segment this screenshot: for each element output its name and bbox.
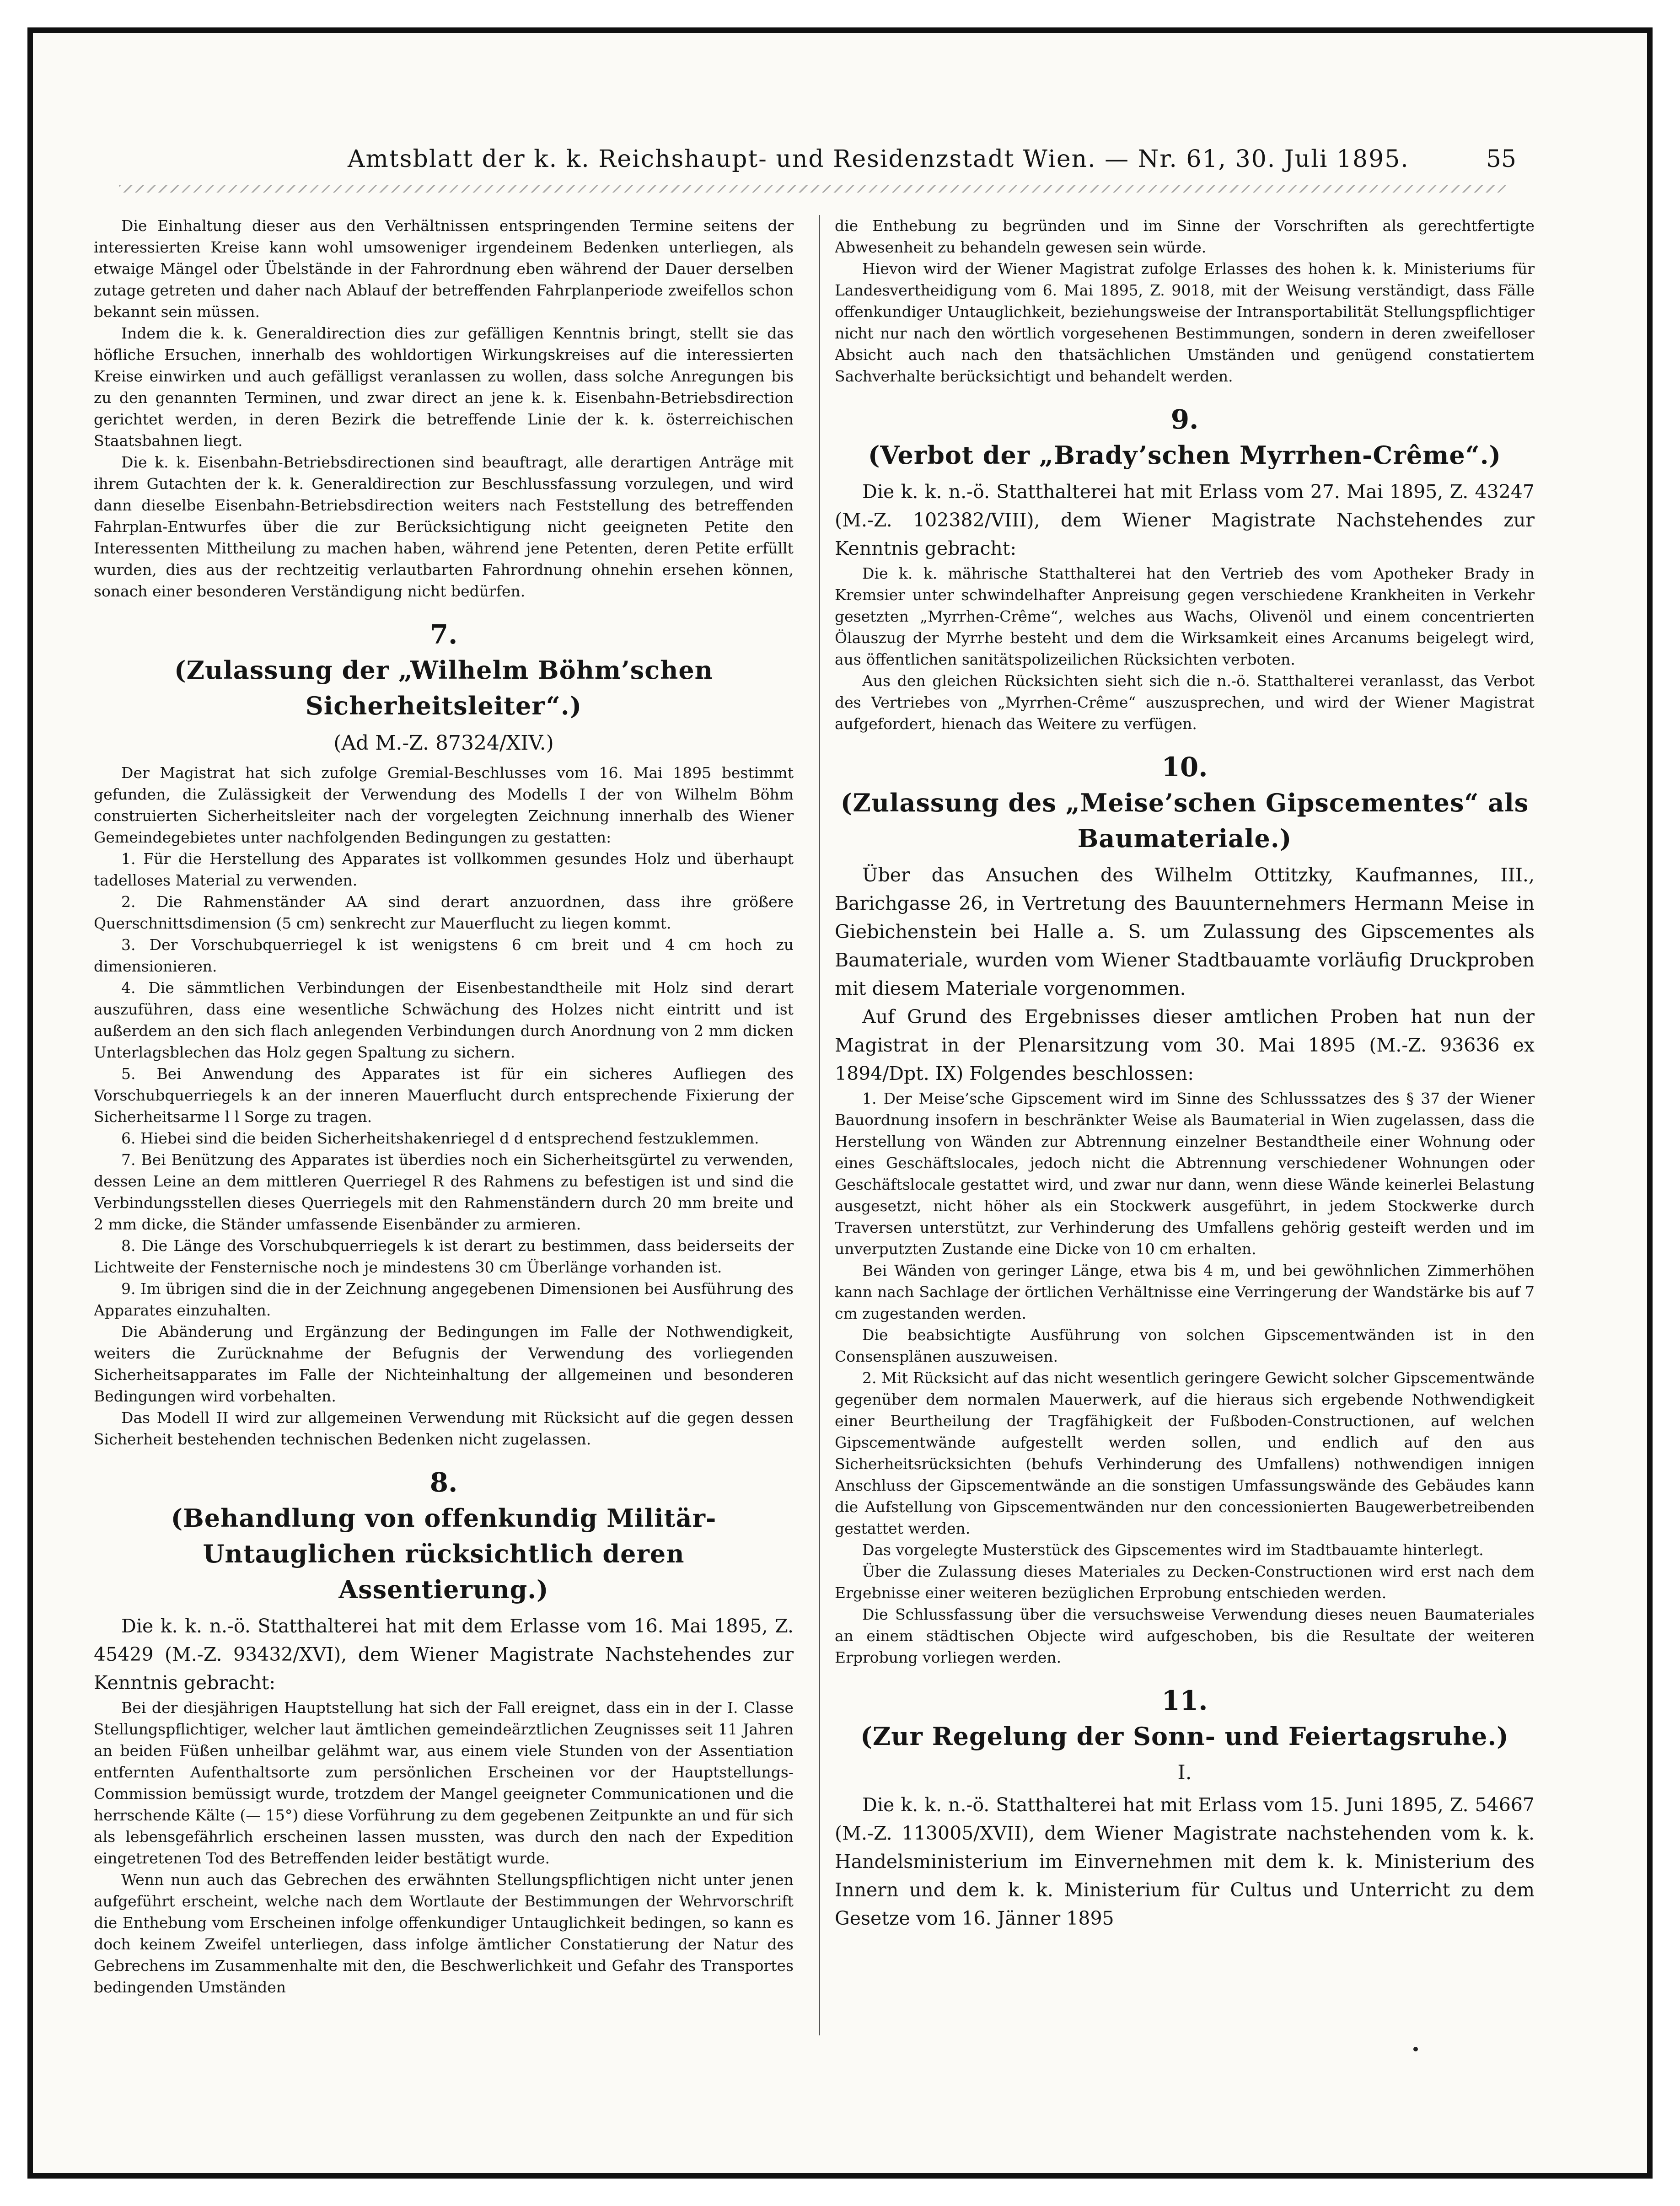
- printer-mark: [1413, 2047, 1418, 2051]
- paragraph: 2. Die Rahmenständer AA sind derart anzuordnen, dass ihre größere Querschnittsdimension (5 cm) senkrecht zur Mauerflucht zu liegen kommt.: [94, 893, 794, 932]
- paragraph: Indem die k. k. Generaldirection dies zur gefälligen Kenntnis bringt, stellt sie das höfliche Ersuchen, innerhalb des wohldortigen Wirkungskreises auf die interessierten Kreise einwirken und auch gefälligst veranlassen zu wollen, dass solche Anregungen bis zu den genannten Terminen, und zwar direct an jene k. k. Eisenbahn-Betriebsdirection gerichtet werden, in deren Bezirk die betreffende Linie der k. k. österreichischen Staatsbahnen liegt.: [94, 324, 794, 450]
- section-heading: (Zulassung der „Wilhelm Böhm’schen Sicherheitsleiter“.): [174, 655, 713, 720]
- lead-paragraph: Über das Ansuchen des Wilhelm Ottitzky, Kaufmannes, III., Barichgasse 26, in Vertretung des Bauunternehmers Hermann Meise in Giebichenstein bei Halle a. S. um Zulassung des Gipscementes als Baumateriale, wurden vom Wiener Stadtbauamte vorläufig Druckproben mit diesem Materiale vorgenommen.: [835, 864, 1535, 999]
- section-number: 10.: [1161, 751, 1208, 783]
- paragraph: Das vorgelegte Musterstück des Gipscementes wird im Stadtbauamte hinterlegt.: [862, 1541, 1484, 1559]
- section-heading: (Zulassung des „Meise’schen Gipscementes“ als Baumateriale.): [840, 788, 1529, 853]
- paragraph: Der Magistrat hat sich zufolge Gremial-Beschlusses vom 16. Mai 1895 bestimmt gefunden, die Zulässigkeit der Verwendung des Modells I der von Wilhelm Böhm construierten Sicherheitsleiter nach der vorgelegten Zeichnung innerhalb des Wiener Gemeindegebietes unter nachfolgenden Bedingungen zu gestatten:: [94, 764, 794, 846]
- paragraph: 5. Bei Anwendung des Apparates ist für ein sicheres Aufliegen des Vorschubquerriegels k an der inneren Mauerflucht durch entsprechende Fixierung der Sicherheitsarme l l Sorge zu tragen.: [94, 1065, 794, 1126]
- lead-paragraph: Die k. k. n.-ö. Statthalterei hat mit Erlass vom 27. Mai 1895, Z. 43247 (M.-Z. 102382/VIII), dem Wiener Magistrate Nachstehendes zur Kenntnis gebracht:: [835, 481, 1535, 559]
- subsection-number: I.: [1177, 1761, 1192, 1784]
- lead-paragraph: Die k. k. n.-ö. Statthalterei hat mit dem Erlasse vom 16. Mai 1895, Z. 45429 (M.-Z. 93432/XVI), dem Wiener Magistrate Nachstehendes zur Kenntnis gebracht:: [94, 1615, 794, 1694]
- paragraph: 1. Der Meise’sche Gipscement wird im Sinne des Schlusssatzes des § 37 der Wiener Bauordnung insofern in beschränkter Weise als Baumaterial in Wien zugelassen, dass die Herstellung von Wänden zur Abtrennung einzelner Bestandtheile einer Wohnung oder eines Geschäftslocales, jedoch nicht die Abtrennung verschiedener Wohnungen oder Geschäftslocale gestattet wird, und zwar nur dann, wenn diese Wände keinerlei Belastung ausgesetzt, nicht höher als ein Stockwerk ausgeführt, in jedem Stockwerke durch Traversen unterstützt, zur Verhinderung des Umfallens gehörig gesteift werden und im unverputzten Zustande eine Dicke von 10 cm erhalten.: [835, 1090, 1535, 1258]
- section-number: 9.: [1170, 404, 1199, 435]
- right-column: [835, 215, 1535, 2045]
- section-number: 8.: [429, 1467, 458, 1498]
- paragraph: Bei der diesjährigen Hauptstellung hat sich der Fall ereignet, dass ein in der I. Classe Stellungspflichtiger, welcher laut ämtlichen gemeindeärztlichen Zeugnisses seit 11 Jahren an beiden Füßen unheilbar gelähmt war, aus einem viele Stunden von der Assentiation entfernten Aufenthaltsorte zum persönlichen Erscheinen vor der Hauptstellungs-Commission bemüssigt wurde, trotzdem der Mangel geeigneter Communicationen und die herrschende Kälte (— 15°) diese Vorführung zu dem gegebenen Zeitpunkte an und für sich als lebensgefährlich erscheinen lassen mussten, was durch den nach der Expedition eingetretenen Tod des Betreffenden leider bestätigt wurde.: [94, 1699, 794, 1867]
- section-heading: (Zur Regelung der Sonn- und Feiertagsruhe.): [860, 1722, 1509, 1751]
- header-title: Amtsblatt der k. k. Reichshaupt- und Residenzstadt Wien. — Nr. 61, 30. Juli 1895.: [348, 145, 1409, 173]
- paragraph: Die k. k. Eisenbahn-Betriebsdirectionen sind beauftragt, alle derartigen Anträge mit ihrem Gutachten der k. k. Generaldirection zur Beschlussfassung vorzulegen, und wird dann dieselbe Eisenbahn-Betriebsdirection weiters nach Feststellung des betreffenden Fahrplan-Entwurfes über die zur Berücksichtigung nicht geeigneten Petite den Interessenten Mittheilung zu machen haben, während jene Petenten, deren Petite erfüllt wurden, dies aus der rechtzeitig verlautbarten Fahrordnung ohnehin ersehen können, sonach einer besonderen Verständigung nicht bedürfen.: [94, 453, 794, 600]
- section-number: 11.: [1161, 1685, 1208, 1716]
- section-reference: (Ad M.-Z. 87324/XIV.): [333, 731, 554, 755]
- paragraph: 3. Der Vorschubquerriegel k ist wenigstens 6 cm breit und 4 cm hoch zu dimensionieren.: [94, 936, 794, 975]
- paragraph: Das Modell II wird zur allgemeinen Verwendung mit Rücksicht auf die gegen dessen Sicherheit bestehenden technischen Bedenken nicht zugelassen.: [94, 1409, 794, 1448]
- paragraph: 7. Bei Benützung des Apparates ist überdies noch ein Sicherheitsgürtel zu verwenden, dessen Leine an dem mittleren Querriegel R des Rahmens zu befestigen ist und sind die Verbindungsstellen dieses Querriegels mit den Rahmenständern durch 20 mm breite und 2 mm dicke, die Ständer umfassende Eisenbänder zu armieren.: [94, 1151, 794, 1233]
- paragraph: Die k. k. mährische Statthalterei hat den Vertrieb des vom Apotheker Brady in Kremsier unter schwindelhafter Anpreisung gegen verschiedene Krankheiten in Verkehr gesetzten „Myrrhen-Crême“, welches aus Wachs, Olivenöl und einem concentrierten Ölauszug der Myrrhe besteht und dem die Wirksamkeit eines Arcanums beigelegt wird, aus öffentlichen sanitätspolizeilichen Rücksichten verboten.: [835, 564, 1535, 668]
- paragraph: 8. Die Länge des Vorschubquerriegels k ist derart zu bestimmen, dass beiderseits der Lichtweite der Fensternische noch je mindestens 30 cm Überlänge vorhanden ist.: [94, 1237, 794, 1276]
- paragraph: die Enthebung zu begründen und im Sinne der Vorschriften als gerechtfertigte Abwesenheit zu behandeln gewesen sein würde.: [835, 217, 1535, 256]
- paragraph: Bei Wänden von geringer Länge, etwa bis 4 m, und bei gewöhnlichen Zimmerhöhen kann nach Sachlage der örtlichen Verhältnisse eine Verringerung der Wandstärke bis auf 7 cm zugestanden werden.: [835, 1261, 1535, 1322]
- paragraph: Über die Zulassung dieses Materiales zu Decken-Constructionen wird erst nach dem Ergebnisse einer weiteren bezüglichen Erprobung entschieden werden.: [835, 1562, 1535, 1602]
- left-column: [94, 215, 794, 2045]
- section-heading: (Verbot der „Brady’schen Myrrhen-Crême“.): [868, 440, 1502, 470]
- paragraph: 6. Hiebei sind die beiden Sicherheitshakenriegel d d entsprechend festzuklemmen.: [121, 1129, 759, 1147]
- paragraph: Wenn nun auch das Gebrechen des erwähnten Stellungspflichtigen nicht unter jenen aufgeführt erscheint, welche nach dem Wortlaute der Bestimmungen der Wehrvorschrift die Enthebung vom Erscheinen infolge offenkundiger Untauglichkeit bedingen, so kann es doch keinem Zweifel unterliegen, dass infolge ämtlicher Constatierung der Natur des Gebrechens im Zusammenhalte mit den, die Beschwerlichkeit und Gefahr des Transportes bedingenden Umständen: [94, 1871, 794, 1996]
- paragraph: 2. Mit Rücksicht auf das nicht wesentlich geringere Gewicht solcher Gipscementwände gegenüber dem normalen Mauerwerk, auf die hieraus sich ergebende Nothwendigkeit einer Beurtheilung der Tragfähigkeit der Fußboden-Constructionen, auf welchen Gipscementwände aufgestellt werden sollen, und endlich auf den aus Sicherheitsrücksichten (behufs Verhinderung des Umfallens) nothwendigen innigen Anschluss der Gipscementwände an die sonstigen Umfassungswände des Gebäudes kann die Aufstellung von Gipscementwänden nur den concessionierten Baugewerbetreibenden gestattet werden.: [835, 1369, 1535, 1537]
- header-rule: [119, 185, 1507, 193]
- section-number: 7.: [429, 619, 458, 650]
- paragraph: Die Abänderung und Ergänzung der Bedingungen im Falle der Nothwendigkeit, weiters die Zurücknahme der Befugnis der Verwendung des vorliegenden Sicherheitsapparates im Falle der Nichteinhaltung der allgemeinen und besonderen Bedingungen wird vorbehalten.: [94, 1323, 794, 1405]
- page-number: 55: [1486, 145, 1516, 173]
- paragraph: Aus den gleichen Rücksichten sieht sich die n.-ö. Statthalterei veranlasst, das Verbot des Vertriebes von „Myrrhen-Crême“ auszusprechen, und wird der Wiener Magistrat aufgefordert, hienach das Weitere zu verfügen.: [835, 672, 1535, 733]
- paragraph: Die Schlussfassung über die versuchsweise Verwendung dieses neuen Baumateriales an einem städtischen Objecte wird aufgeschoben, bis die Resultate der weiteren Erprobung vorliegen werden.: [835, 1605, 1535, 1666]
- paragraph: 9. Im übrigen sind die in der Zeichnung angegebenen Dimensionen bei Ausführung des Apparates einzuhalten.: [94, 1280, 794, 1319]
- lead-paragraph: Auf Grund des Ergebnisses dieser amtlichen Proben hat nun der Magistrat in der Plenarsitzung vom 30. Mai 1895 (M.-Z. 93636 ex 1894/Dpt. IX) Folgendes beschlossen:: [835, 1006, 1535, 1084]
- lead-paragraph: Die k. k. n.-ö. Statthalterei hat mit Erlass vom 15. Juni 1895, Z. 54667 (M.-Z. 113005/XVII), dem Wiener Magistrate nachstehenden vom k. k. Handelsministerium im Einvernehmen mit dem k. k. Ministerium des Innern und dem k. k. Ministerium für Cultus und Unterricht zu dem Gesetze vom 16. Jänner 1895: [835, 1794, 1535, 1929]
- page-header: [119, 145, 1516, 177]
- section-heading: (Behandlung von offenkundig Militär-Untauglichen rücksichtlich deren Assentierung.): [171, 1503, 717, 1604]
- paragraph: Hievon wird der Wiener Magistrat zufolge Erlasses des hohen k. k. Ministeriums für Landesvertheidigung vom 6. Mai 1895, Z. 9018, mit der Weisung verständigt, dass Fälle offenkundiger Untauglichkeit, beziehungsweise der Intransportabilität Stellungspflichtiger nicht nur nach den wörtlich vorgesehenen Bestimmungen, sondern in deren zweifelloser Absicht auch nach den thatsächlichen Umständen und genügend constatiertem Sachverhalte berücksichtigt und behandelt werden.: [835, 260, 1535, 385]
- paragraph: Die beabsichtigte Ausführung von solchen Gipscementwänden ist in den Consensplänen auszuweisen.: [835, 1326, 1535, 1365]
- paragraph: 1. Für die Herstellung des Apparates ist vollkommen gesundes Holz und überhaupt tadelloses Material zu verwenden.: [94, 850, 794, 889]
- column-divider: [819, 215, 820, 2035]
- paragraph: 4. Die sämmtlichen Verbindungen der Eisenbestandtheile mit Holz sind derart auszuführen, dass eine wesentliche Schwächung des Holzes nicht eintritt und ist außerdem an den sich flach anlegenden Verbindungen durch Anordnung von 2 mm dicken Unterlagsblechen das Holz gegen Spaltung zu sichern.: [94, 979, 794, 1061]
- paragraph: Die Einhaltung dieser aus den Verhältnissen entspringenden Termine seitens der interessierten Kreise kann wohl umsoweniger irgendeinem Bedenken unterliegen, als etwaige Mängel oder Übelstände in der Fahrordnung eben während der Dauer derselben zutage getreten und daher nach Ablauf der betreffenden Fahrplanperiode zweifellos schon bekannt sein müssen.: [94, 217, 794, 321]
